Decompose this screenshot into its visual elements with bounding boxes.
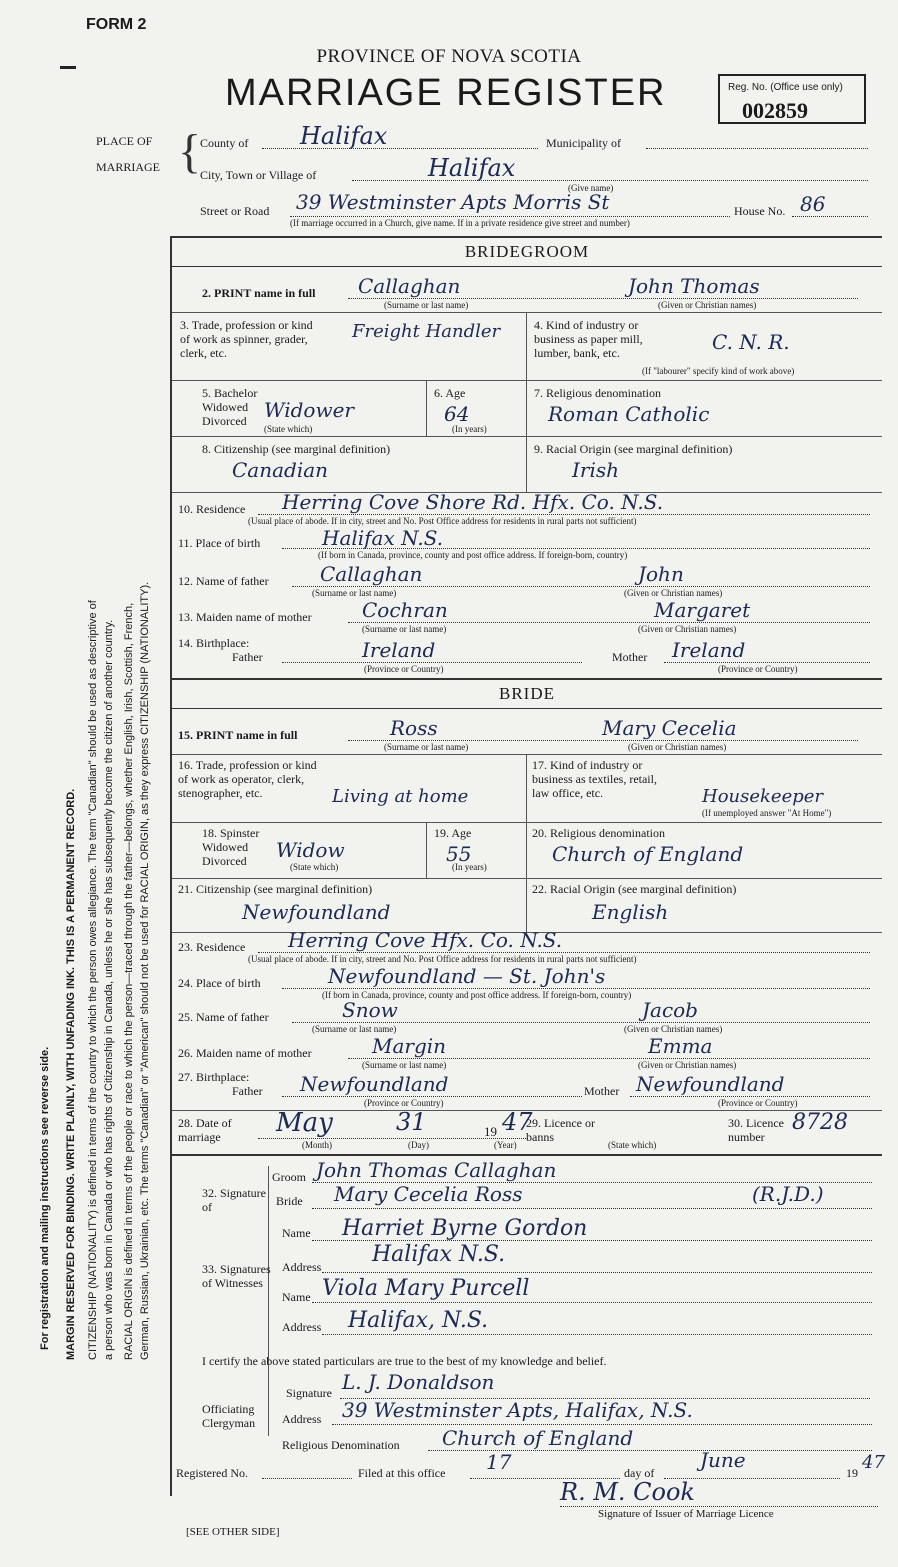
- bride-age-label: 19. Age: [434, 826, 472, 840]
- filed-day: 17: [486, 1450, 512, 1474]
- groom-father-surname: Callaghan: [320, 562, 423, 586]
- date-label: 28. Date of marriage: [178, 1116, 232, 1144]
- bride-mother-label: 26. Maiden name of mother: [178, 1046, 312, 1060]
- licence-number-label: 30. Licence number: [728, 1116, 784, 1144]
- bride-trade: Living at home: [332, 786, 469, 807]
- bride-birth: Newfoundland — St. John's: [328, 964, 606, 988]
- denomination: Church of England: [442, 1426, 634, 1450]
- marriage-day: 31: [396, 1108, 427, 1136]
- bride-surname: Ross: [390, 716, 438, 740]
- street-value: 39 Westminster Apts Morris St: [296, 190, 610, 214]
- reg-label: Reg. No. (Office use only): [728, 82, 843, 93]
- issuer-signature: R. M. Cook: [560, 1478, 695, 1506]
- groom-father-label: 12. Name of father: [178, 574, 269, 588]
- bride-residence-label: 23. Residence: [178, 940, 246, 954]
- groom-signature: John Thomas Callaghan: [316, 1158, 557, 1182]
- groom-religion-label: 7. Religious denomination: [534, 386, 661, 400]
- street-label: Street or Road: [200, 204, 270, 218]
- groom-given: John Thomas: [628, 274, 760, 298]
- groom-status: Widower: [264, 398, 354, 422]
- residence-hint: (Usual place of abode. If in city, street and No. Post Office address for residents in rural parts not sufficient): [248, 516, 637, 526]
- groom-age: 64: [444, 402, 470, 426]
- bride-mother-given: Emma: [648, 1034, 713, 1058]
- registered-label: Registered No.: [176, 1466, 248, 1480]
- groom-industry: C. N. R.: [712, 330, 790, 354]
- bride-birthplace-label: 27. Birthplace:: [178, 1070, 250, 1084]
- groom-industry-hint: (If "labourer" specify kind of work above): [642, 366, 795, 376]
- divider: [172, 708, 882, 709]
- groom-residence: Herring Cove Shore Rd. Hfx. Co. N.S.: [282, 490, 664, 514]
- reg-number-box: [718, 74, 866, 124]
- margin-line-4: a person who was born in Canada or who has rights of Citizenship in Canada, unless he or she has subsequently become the citizen of another country.: [103, 619, 115, 1360]
- licence-label: 29. Licence or banns: [526, 1116, 595, 1144]
- groom-racial: Irish: [572, 458, 620, 482]
- page-title: MARRIAGE REGISTER: [225, 72, 667, 114]
- bride-status: Widow: [276, 838, 345, 862]
- bride-citizenship: Newfoundland: [242, 900, 391, 924]
- groom-citizenship-label: 8. Citizenship (see marginal definition): [202, 442, 391, 456]
- marriage-year: 47: [502, 1108, 533, 1136]
- reg-number: 002859: [742, 98, 808, 123]
- margin-instructions: [18, 220, 168, 1360]
- officiant-address: 39 Westminster Apts, Halifax, N.S.: [342, 1398, 693, 1422]
- state-which: (State which): [264, 424, 313, 434]
- margin-line-2: MARGIN RESERVED FOR BINDING. WRITE PLAINLY, WITH UNFADING INK. THIS IS A PERMANENT RECORD.: [65, 788, 77, 1360]
- city-value: Halifax: [428, 154, 516, 182]
- bride-citizenship-label: 21. Citizenship (see marginal definition): [178, 882, 373, 896]
- house-value: 86: [800, 192, 826, 216]
- municipality-label: Municipality of: [546, 136, 621, 150]
- bride-birth-label: 24. Place of birth: [178, 976, 261, 990]
- place-heading-1: PLACE OF: [96, 134, 153, 148]
- groom-name-label: 2. PRINT name in full: [202, 286, 316, 300]
- bride-sign-note: (R.J.D.): [752, 1182, 824, 1206]
- groom-racial-label: 9. Racial Origin (see marginal definition): [534, 442, 733, 456]
- place-brace: {: [178, 125, 202, 178]
- witness-label: 33. Signatures of Witnesses: [202, 1262, 271, 1290]
- margin-line-1: For registration and mailing instructions see reverse side.: [39, 1046, 51, 1350]
- groom-surname: Callaghan: [358, 274, 461, 298]
- bride-heading: BRIDE: [499, 684, 555, 703]
- surname-hint: (Surname or last name): [384, 300, 469, 310]
- bride-racial: English: [592, 900, 669, 924]
- father-word: Father: [232, 650, 263, 664]
- county-label: County of: [200, 136, 249, 150]
- groom-religion: Roman Catholic: [548, 402, 710, 426]
- groom-industry-label: 4. Kind of industry or business as paper mill, lumber, bank, etc.: [534, 318, 643, 360]
- bride-religion-label: 20. Religious denomination: [532, 826, 665, 840]
- street-line: [290, 216, 730, 217]
- groom-father-given: John: [638, 562, 684, 586]
- filed-year: 47: [862, 1452, 885, 1473]
- margin-line-6: German, Russian, Ukrainian, etc. The terms "Canadian" or "American" should not be used for RACIAL ORIGIN, as they express CITIZENSHIP (NATIONALITY).: [139, 581, 151, 1360]
- divider: [172, 236, 882, 238]
- bride-father-birthplace: Newfoundland: [300, 1072, 449, 1096]
- certify-text: I certify the above stated particulars are true to the best of my knowledge and belief.: [202, 1354, 607, 1368]
- bride-name-label: 15. PRINT name in full: [178, 728, 298, 742]
- licence-number: 8728: [792, 1110, 848, 1135]
- bride-father-given: Jacob: [642, 998, 698, 1022]
- given-hint: (Given or Christian names): [658, 300, 757, 310]
- bride-mother-birthplace: Newfoundland: [636, 1072, 785, 1096]
- filed-month: June: [700, 1448, 746, 1472]
- mother-word: Mother: [612, 650, 648, 664]
- groom-mother-label: 13. Maiden name of mother: [178, 610, 312, 624]
- witness2-name: Viola Mary Purcell: [322, 1276, 530, 1301]
- municipality-line: [646, 148, 868, 149]
- issuer-label: Signature of Issuer of Marriage Licence: [598, 1508, 774, 1520]
- groom-father-birthplace: Ireland: [362, 638, 436, 662]
- signature-of-label: 32. Signature of: [202, 1186, 266, 1214]
- groom-residence-label: 10. Residence: [178, 502, 246, 516]
- groom-trade: Freight Handler: [352, 321, 501, 342]
- birth-hint: (If born in Canada, province, county and post office address. If foreign-born, country): [318, 550, 628, 560]
- city-label: City, Town or Village of: [200, 168, 317, 182]
- officiating-label: Officiating Clergyman: [202, 1402, 256, 1430]
- groom-birth-label: 11. Place of birth: [178, 536, 261, 550]
- groom-age-label: 6. Age: [434, 386, 466, 400]
- county-value: Halifax: [300, 122, 388, 150]
- groom-mother-surname: Cochran: [362, 598, 448, 622]
- margin-line-3: CITIZENSHIP (NATIONALITY) is defined in terms of the country to which the person owes allegiance. The term "Canadian" should be used as descriptive of: [87, 600, 99, 1360]
- groom-mother-given: Margaret: [654, 598, 751, 622]
- place-heading-2: MARRIAGE: [96, 160, 161, 174]
- street-note: (If marriage occurred in a Church, give name. If in a private residence give street and number): [290, 218, 630, 228]
- bride-industry-label: 17. Kind of industry or business as textiles, retail, law office, etc.: [532, 758, 657, 800]
- in-years: (In years): [452, 424, 487, 434]
- house-label: House No.: [734, 204, 786, 218]
- bride-religion: Church of England: [552, 842, 744, 866]
- groom-birth: Halifax N.S.: [322, 526, 444, 550]
- bride-industry: Housekeeper: [702, 786, 824, 807]
- filed-label: Filed at this office: [358, 1466, 446, 1480]
- bride-age: 55: [446, 842, 472, 866]
- groom-status-label: 5. Bachelor Widowed Divorced: [202, 386, 258, 428]
- groom-mother-birthplace: Ireland: [672, 638, 746, 662]
- witness1-address: Halifax N.S.: [372, 1242, 506, 1267]
- witness2-address: Halifax, N.S.: [348, 1308, 489, 1333]
- form-body: BRIDEGROOM 2. PRINT name in full Callaghan John Thomas (Surname or last name) (Given or Christian names) 3. Trade, profession or kind of work as spinner, grader, clerk, etc. Freight Handler 4. Kind of industry or business as paper mill, lumber, bank, etc. C. N. R. (If "labourer" specify kind of work above) 5. Bachelor Widowed Divorced Widower (State which) 6. Age 64 (In years) 7. Religious denomination Roman Catholic 8. Citizenship (see marginal definition) Canadian 9. Racial Origin (see marginal definition) Irish 10. Residence Herring Cove Shore Rd. Hfx. Co. N.S. (Usual place of abode. If in city, street and No. Post Office address for residents in rural parts not sufficient) 11. Place of birth Halifax N.S. (If born in Canada, province, county and post office address. If foreign-born, country) 12. Name of father Callaghan John (Surname or last name) (Given or Christian names) 13. Maiden name of mother Cochran Margaret (Surname or last name) (Given or Christian names) 14. Birthplace: Father Ireland Mother Ireland (Province or Country) (Province or Country) BRIDE 15. PRINT name in full Ross Mary Cecelia (Surname or last name) (Given or Christian names) 16. Trade, profession or kind of work as operator, clerk, stenographer, etc. Living at home 17. Kind of industry or business as textiles, retail, law office, etc. Housekeeper (If unemployed answer "At Home") 18. Spinster Widowed Divorced Widow (State which) 19. Age 55 (In years) 20. Religious denomination Church of England 21. Citizenship (see marginal definition) Newfoundland 22. Racial Origin (see marginal definition) English 23. Residence Herring Cove Hfx. Co. N.S. (Usual place of abode. If in city, street and No. Post Office address for residents in rural parts not sufficient) 24. Place of birth Newfoundland — St. John's (If born in Canada, province, county and post office address. If foreign-born, country) 25. Name of father Snow Jacob (Surname or last name) (Given or Christian names) 26. Maiden name of mother Margin Emma (Surname or last name) (Given or Christian names) 27. Birthplace: Father Newfoundland Mother Newfoundland (Province or Country) (Province or Country) 28. Date of marriage May 31 19 47 (Month) (Day) (Year) 29. Licence or banns (State which) 30. Licence number 8728 32. Signature of Groom John Thomas Callaghan Bride Mary Cecelia Ross (R.J.D.) 33. Signatures of Witnesses Name Harriet Byrne Gordon Address Halifax N.S. Name Viola Mary Purcell Address Halifax, N.S. I certify the above stated particulars are true to the best of my knowledge and belief. Signature L. J. Donaldson Officiating Clergyman Address 39 Westminster Apts, Halifax, N.S. Religious Denomination Church of England: [170, 236, 880, 1496]
- province-heading: PROVINCE OF NOVA SCOTIA: [316, 46, 582, 67]
- divider: [172, 678, 882, 680]
- officiant-signature: L. J. Donaldson: [342, 1370, 495, 1394]
- give-name-hint: (Give name): [568, 183, 614, 193]
- bridegroom-heading: BRIDEGROOM: [464, 242, 590, 261]
- margin-line-5: RACIAL ORIGIN is defined in terms of the people or race to which the person—traced through the father—belongs, whether English, Irish, Scottish, French,: [123, 602, 135, 1360]
- bride-father-surname: Snow: [342, 998, 398, 1022]
- bride-residence: Herring Cove Hfx. Co. N.S.: [288, 928, 563, 952]
- divider: [172, 1154, 882, 1156]
- groom-name-line: [348, 298, 858, 299]
- bride-industry-hint: (If unemployed answer "At Home"): [702, 808, 832, 818]
- bride-status-label: 18. Spinster Widowed Divorced: [202, 826, 260, 868]
- form-label: FORM 2: [86, 16, 147, 33]
- groom-birthplace-label: 14. Birthplace:: [178, 636, 250, 650]
- witness1-name: Harriet Byrne Gordon: [342, 1216, 588, 1241]
- groom-citizenship: Canadian: [232, 458, 329, 482]
- marriage-month: May: [276, 1108, 333, 1138]
- divider: [172, 266, 882, 267]
- house-line: [792, 216, 868, 217]
- bride-given: Mary Cecelia: [602, 716, 737, 740]
- groom-trade-label: 3. Trade, profession or kind of work as spinner, grader, clerk, etc.: [180, 318, 313, 360]
- see-other-side: [SEE OTHER SIDE]: [186, 1526, 280, 1538]
- bride-signature: Mary Cecelia Ross: [334, 1182, 523, 1206]
- bride-trade-label: 16. Trade, profession or kind of work as operator, clerk, stenographer, etc.: [178, 758, 317, 800]
- bride-racial-label: 22. Racial Origin (see marginal definition): [532, 882, 737, 896]
- bride-father-label: 25. Name of father: [178, 1010, 269, 1024]
- bride-mother-surname: Margin: [372, 1034, 447, 1058]
